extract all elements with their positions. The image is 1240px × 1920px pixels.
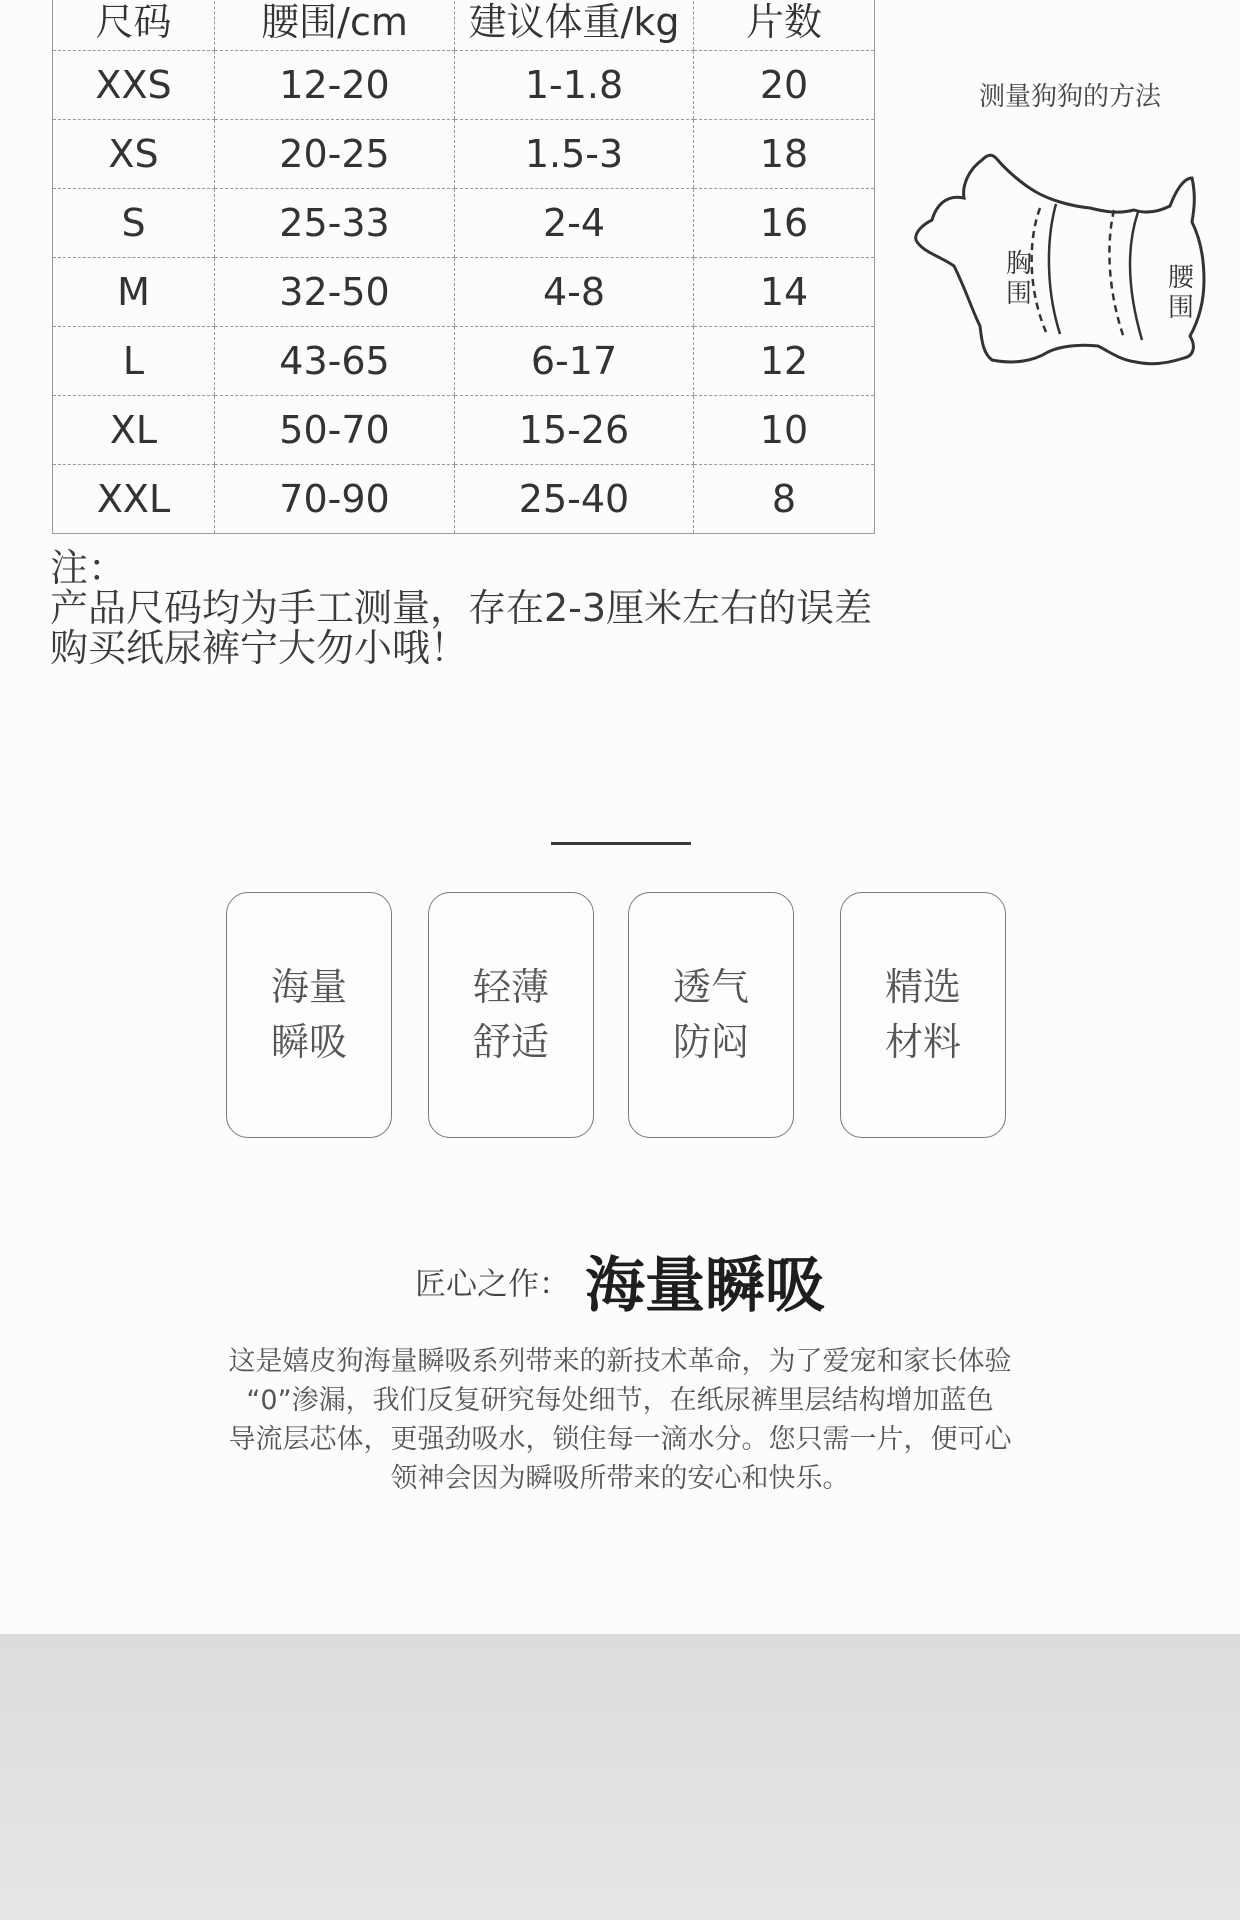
- feature-text-line1: 透气: [672, 965, 749, 1009]
- description-line: “0”渗漏，我们反复研究每处细节，在纸尿裤里层结构增加蓝色: [246, 1385, 994, 1416]
- cell-size: L: [53, 327, 215, 396]
- note-block: [50, 548, 910, 668]
- feature-card: [840, 892, 1006, 1138]
- table-row: [53, 120, 875, 189]
- cell-weight: 1-1.8: [455, 51, 694, 120]
- measure-title: 测量狗狗的方法: [978, 82, 1161, 112]
- note-line-2: 购买纸尿裤宁大勿小哦！: [50, 626, 469, 670]
- table-header-row: [53, 0, 875, 51]
- feature-text-line2: 舒适: [472, 1020, 549, 1064]
- header-count: 片数: [694, 0, 875, 51]
- table-row: [53, 51, 875, 120]
- description-line: 领神会因为瞬吸所带来的安心和快乐。: [390, 1463, 850, 1494]
- cell-size: M: [53, 258, 215, 327]
- cell-weight: 25-40: [455, 465, 694, 534]
- feature-card: [628, 892, 794, 1138]
- table-row: [53, 258, 875, 327]
- cell-size: XL: [53, 396, 215, 465]
- table-row: [53, 189, 875, 258]
- section-divider: [551, 842, 691, 845]
- cell-count: 18: [694, 120, 875, 189]
- size-table: [52, 0, 875, 534]
- cell-count: 16: [694, 189, 875, 258]
- waist-label-1: 腰: [1168, 263, 1195, 293]
- headline-prefix: 匠心之作：: [414, 1266, 570, 1303]
- feature-text-line2: 防闷: [672, 1020, 749, 1064]
- description: [180, 1342, 1060, 1498]
- cell-weight: 2-4: [455, 189, 694, 258]
- cell-count: 12: [694, 327, 875, 396]
- feature-card: [226, 892, 392, 1138]
- cell-weight: 6-17: [455, 327, 694, 396]
- cell-weight: 4-8: [455, 258, 694, 327]
- cell-waist: 25-33: [215, 189, 455, 258]
- dog-outline-icon: [910, 140, 1216, 380]
- header-size: 尺码: [53, 0, 215, 51]
- feature-text-line2: 材料: [884, 1020, 961, 1064]
- chest-label-2: 围: [1006, 279, 1033, 309]
- cell-waist: 20-25: [215, 120, 455, 189]
- headline: [0, 1238, 1240, 1324]
- header-weight: 建议体重/kg: [455, 0, 694, 51]
- cell-weight: 1.5-3: [455, 120, 694, 189]
- feature-card: [428, 892, 594, 1138]
- bottom-panel: [0, 1634, 1240, 1920]
- description-line: 这是嬉皮狗海量瞬吸系列带来的新技术革命，为了爱宠和家长体验: [228, 1346, 1012, 1377]
- feature-text-line1: 轻薄: [472, 965, 549, 1009]
- cell-weight: 15-26: [455, 396, 694, 465]
- cell-count: 10: [694, 396, 875, 465]
- cell-waist: 12-20: [215, 51, 455, 120]
- headline-title: 海量瞬吸: [585, 1251, 826, 1321]
- note-line-1: 产品尺码均为手工测量，存在2-3厘米左右的误差: [50, 586, 873, 630]
- table-row: [53, 327, 875, 396]
- cell-waist: 43-65: [215, 327, 455, 396]
- cell-waist: 50-70: [215, 396, 455, 465]
- feature-text-line1: 海量: [270, 965, 347, 1009]
- chest-label-1: 胸: [1006, 249, 1033, 279]
- cell-waist: 32-50: [215, 258, 455, 327]
- cell-size: S: [53, 189, 215, 258]
- note-label: 注：: [50, 546, 127, 590]
- header-waist: 腰围/cm: [215, 0, 455, 51]
- cell-size: XXL: [96, 477, 171, 521]
- cell-size: XXS: [53, 51, 215, 120]
- cell-count: 8: [694, 465, 875, 534]
- description-line: 导流层芯体，更强劲吸水，锁住每一滴水分。您只需一片，便可心: [228, 1424, 1012, 1455]
- table-row: [53, 465, 875, 534]
- cell-waist: 70-90: [215, 465, 455, 534]
- cell-count: 20: [694, 51, 875, 120]
- cell-size: XS: [53, 120, 215, 189]
- feature-text-line2: 瞬吸: [270, 1020, 347, 1064]
- cell-count: 14: [694, 258, 875, 327]
- feature-text-line1: 精选: [884, 965, 961, 1009]
- table-row: [53, 396, 875, 465]
- waist-label-2: 围: [1168, 293, 1195, 323]
